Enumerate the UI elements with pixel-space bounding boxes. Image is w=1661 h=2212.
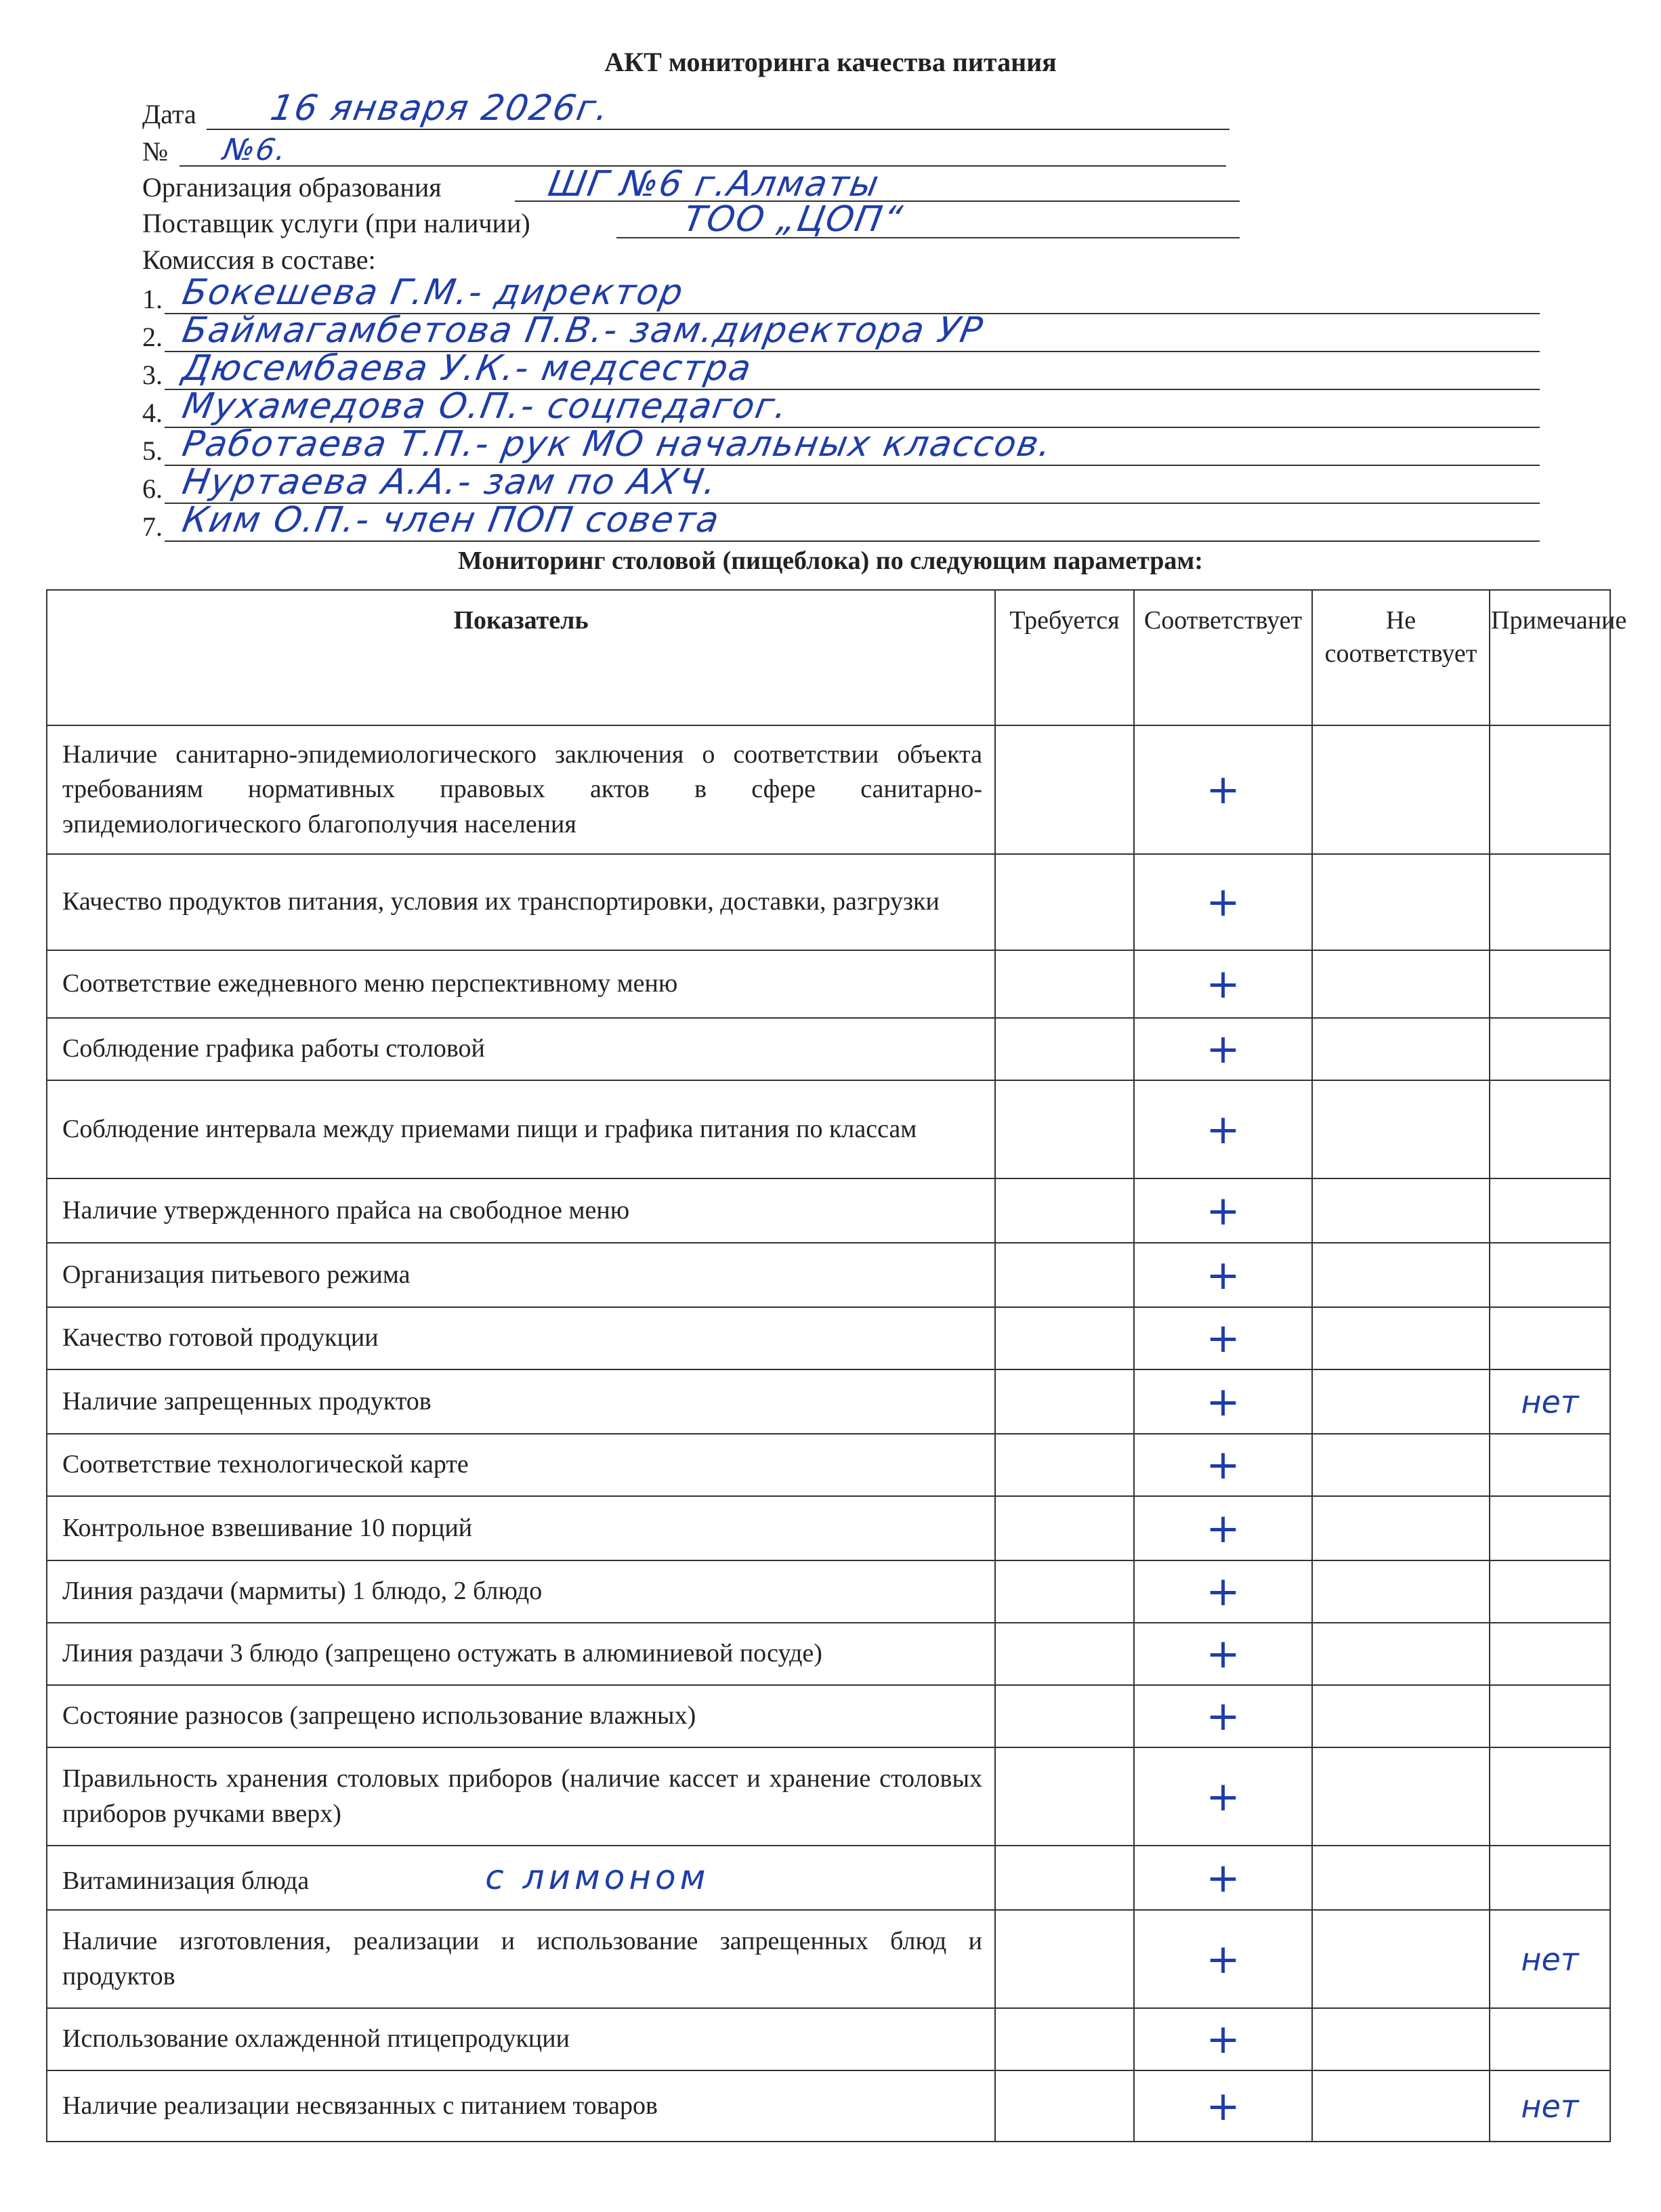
indicator-cell: Контрольное взвешивание 10 порций [47, 1496, 995, 1560]
table-row [47, 1434, 1610, 1496]
col-header-compliant: Соответствует [1134, 590, 1312, 725]
note-cell[interactable] [1490, 950, 1610, 1018]
commission-num: 6. [142, 473, 163, 504]
noncompliant-cell[interactable] [1312, 1434, 1490, 1496]
table-row [47, 2070, 1610, 2142]
date-underline [207, 129, 1229, 130]
noncompliant-cell[interactable] [1312, 2070, 1490, 2142]
table-row [47, 1623, 1610, 1685]
required-cell[interactable] [995, 1369, 1134, 1434]
required-cell[interactable] [995, 1910, 1134, 2008]
document-title: АКТ мониторинга качества питания [604, 47, 1057, 77]
monitoring-table [46, 589, 1627, 2142]
indicator-text: Витаминизация блюда [62, 1866, 310, 1895]
compliant-cell[interactable]: + [1134, 725, 1312, 854]
noncompliant-cell[interactable] [1312, 854, 1490, 950]
commission-member[interactable]: Баймагамбетова П.В.- зам.директора УР [179, 310, 987, 351]
note-cell[interactable] [1490, 1685, 1610, 1747]
noncompliant-cell[interactable] [1312, 1080, 1490, 1178]
note-cell[interactable] [1490, 1178, 1610, 1243]
note-cell[interactable] [1490, 1846, 1610, 1910]
compliant-cell[interactable]: + [1134, 1018, 1312, 1080]
indicator-cell-vitamins [47, 1846, 995, 1910]
date-value[interactable]: 16 января 2026г. [267, 88, 613, 129]
note-cell[interactable] [1490, 854, 1610, 950]
supplier-label: Поставщик услуги (при наличии) [142, 208, 530, 238]
col-header-noncompliant: Не соответствует [1312, 590, 1490, 725]
indicator-cell: Соблюдение графика работы столовой [47, 1018, 995, 1080]
table-row [47, 1846, 1610, 1910]
number-label: № [142, 136, 169, 167]
compliant-cell[interactable]: + [1134, 950, 1312, 1018]
date-label: Дата [142, 99, 196, 129]
noncompliant-cell[interactable] [1312, 1846, 1490, 1910]
indicator-cell: Соблюдение интервала между приемами пищи и графика питания по классам [47, 1080, 995, 1178]
table-row [47, 2008, 1610, 2070]
indicator-cell: Соответствие ежедневного меню перспективному меню [47, 950, 995, 1018]
required-cell[interactable] [995, 2008, 1134, 2070]
supplier-value[interactable]: ТОО „ЦОП“ [680, 199, 906, 240]
noncompliant-cell[interactable] [1312, 950, 1490, 1018]
noncompliant-cell[interactable] [1312, 1018, 1490, 1080]
commission-num: 1. [142, 284, 163, 314]
note-cell[interactable] [1490, 1434, 1610, 1496]
note-cell[interactable] [1490, 1747, 1610, 1846]
compliant-cell[interactable]: + [1134, 1846, 1312, 1910]
indicator-cell: Линия раздачи (мармиты) 1 блюдо, 2 блюдо [47, 1560, 995, 1623]
indicator-cell: Наличие утвержденного прайса на свободное меню [47, 1178, 995, 1243]
required-cell[interactable] [995, 1623, 1134, 1685]
compliant-cell[interactable]: + [1134, 1560, 1312, 1623]
compliant-cell[interactable]: + [1134, 1369, 1312, 1434]
compliant-cell[interactable]: + [1134, 1496, 1312, 1560]
compliant-cell[interactable]: + [1134, 1910, 1312, 2008]
number-value[interactable]: №6. [220, 133, 291, 167]
number-row [142, 135, 168, 167]
compliant-cell[interactable]: + [1134, 1685, 1312, 1747]
note-cell[interactable] [1490, 1496, 1610, 1560]
noncompliant-cell[interactable] [1312, 1307, 1490, 1369]
noncompliant-cell[interactable] [1312, 1623, 1490, 1685]
noncompliant-cell[interactable] [1312, 1178, 1490, 1243]
required-cell[interactable] [995, 854, 1134, 950]
commission-member[interactable]: Мухамедова О.П.- соцпедагог. [179, 386, 792, 427]
table-row [47, 1080, 1610, 1178]
commission-member[interactable]: Работаева Т.П.- рук МО начальных классов. [179, 424, 1056, 465]
required-cell[interactable] [995, 1018, 1134, 1080]
table-row [47, 950, 1610, 1018]
org-row [142, 171, 442, 203]
compliant-cell[interactable]: + [1134, 1434, 1312, 1496]
table-row [47, 1560, 1610, 1623]
compliant-cell[interactable]: + [1134, 1623, 1312, 1685]
table-header-row [47, 590, 1610, 725]
indicator-cell: Наличие санитарно-эпидемиологического заключения о соответствии объекта требованиям нормативных правовых актов в сфере санитарно-эпидемиологического благополучия населения [47, 725, 995, 854]
indicator-cell: Использование охлажденной птицепродукции [47, 2008, 995, 2070]
commission-num: 5. [142, 435, 163, 466]
note-cell[interactable] [1490, 1080, 1610, 1178]
table-row [47, 725, 1610, 854]
commission-underline [165, 540, 1540, 542]
col-header-required: Требуется [995, 590, 1134, 725]
commission-member[interactable]: Бокешева Г.М.- директор [179, 272, 688, 313]
indicator-cell: Правильность хранения столовых приборов (наличие кассет и хранение столовых приборов ручками вверх) [47, 1747, 995, 1846]
noncompliant-cell[interactable] [1312, 2008, 1490, 2070]
compliant-cell[interactable]: + [1134, 1080, 1312, 1178]
required-cell[interactable] [995, 1243, 1134, 1307]
noncompliant-cell[interactable] [1312, 1560, 1490, 1623]
indicator-cell: Наличие реализации несвязанных с питанием товаров [47, 2070, 995, 2142]
noncompliant-cell[interactable] [1312, 1910, 1490, 2008]
required-cell[interactable] [995, 725, 1134, 854]
compliant-cell[interactable]: + [1134, 1243, 1312, 1307]
commission-num: 2. [142, 322, 163, 352]
compliant-cell[interactable]: + [1134, 1178, 1312, 1243]
supplier-row [142, 207, 530, 239]
org-value[interactable]: ШГ №6 г.Алматы [545, 164, 883, 205]
noncompliant-cell[interactable] [1312, 1369, 1490, 1434]
table-row [47, 1496, 1610, 1560]
note-cell[interactable] [1490, 1243, 1610, 1307]
col-header-indicator: Показатель [47, 590, 995, 725]
commission-num: 7. [142, 511, 163, 542]
compliant-cell[interactable]: + [1134, 854, 1312, 950]
commission-member[interactable]: Ким О.П.- член ПОП совета [179, 500, 723, 540]
compliant-cell[interactable]: + [1134, 2070, 1312, 2142]
table-row [47, 1243, 1610, 1307]
required-cell[interactable] [995, 1434, 1134, 1496]
table-row [47, 1369, 1610, 1434]
noncompliant-cell[interactable] [1312, 725, 1490, 854]
table-row [47, 854, 1610, 950]
table-row [47, 1685, 1610, 1747]
commission-member[interactable]: Нуртаева А.А.- зам по АХЧ. [179, 462, 721, 503]
required-cell[interactable] [995, 1307, 1134, 1369]
noncompliant-cell[interactable] [1312, 1243, 1490, 1307]
compliant-cell[interactable]: + [1134, 2008, 1312, 2070]
indicator-cell: Наличие запрещенных продуктов [47, 1369, 995, 1434]
noncompliant-cell[interactable] [1312, 1685, 1490, 1747]
commission-label: Комиссия в составе: [142, 244, 376, 275]
noncompliant-cell[interactable] [1312, 1496, 1490, 1560]
note-cell[interactable] [1490, 725, 1610, 854]
indicator-cell: Наличие изготовления, реализации и использование запрещенных блюд и продуктов [47, 1910, 995, 2008]
noncompliant-cell[interactable] [1312, 1747, 1490, 1846]
compliant-cell[interactable]: + [1134, 1307, 1312, 1369]
note-cell[interactable] [1490, 2008, 1610, 2070]
note-cell[interactable] [1490, 1018, 1610, 1080]
table-row [47, 1747, 1610, 1846]
note-cell[interactable] [1490, 1623, 1610, 1685]
compliant-cell[interactable]: + [1134, 1747, 1312, 1846]
table-row [47, 1910, 1610, 2008]
required-cell[interactable] [995, 1496, 1134, 1560]
col-header-note: Примечание [1490, 590, 1610, 725]
note-cell[interactable] [1490, 1560, 1610, 1623]
indicator-cell: Линия раздачи 3 блюдо (запрещено остужать в алюминиевой посуде) [47, 1623, 995, 1685]
indicator-cell: Соответствие технологической карте [47, 1434, 995, 1496]
note-cell[interactable] [1490, 1307, 1610, 1369]
required-cell[interactable] [995, 1560, 1134, 1623]
required-cell[interactable] [995, 950, 1134, 1018]
indicator-cell: Состояние разносов (запрещено использование влажных) [47, 1685, 995, 1747]
commission-member[interactable]: Дюсембаева У.К.- медсестра [179, 348, 755, 389]
note-cell[interactable]: нет [1490, 1910, 1610, 2008]
indicator-cell: Качество продуктов питания, условия их транспортировки, доставки, разгрузки [47, 854, 995, 950]
vitamin-handwritten-note[interactable]: с лимоном [485, 1857, 710, 1897]
note-cell[interactable]: нет [1490, 1369, 1610, 1434]
required-cell[interactable] [995, 2070, 1134, 2142]
table-row [47, 1178, 1610, 1243]
org-label: Организация образования [142, 172, 442, 203]
commission-num: 4. [142, 398, 163, 428]
required-cell[interactable] [995, 1747, 1134, 1846]
required-cell[interactable] [995, 1846, 1134, 1910]
indicator-cell: Организация питьевого режима [47, 1243, 995, 1307]
note-cell[interactable]: нет [1490, 2070, 1610, 2142]
indicator-cell: Качество готовой продукции [47, 1307, 995, 1369]
table-row [47, 1307, 1610, 1369]
monitoring-subtitle: Мониторинг столовой (пищеблока) по следующим параметрам: [458, 547, 1203, 575]
required-cell[interactable] [995, 1685, 1134, 1747]
commission-num: 3. [142, 360, 163, 390]
table-row [47, 1018, 1610, 1080]
required-cell[interactable] [995, 1178, 1134, 1243]
date-row [142, 98, 196, 130]
required-cell[interactable] [995, 1080, 1134, 1178]
